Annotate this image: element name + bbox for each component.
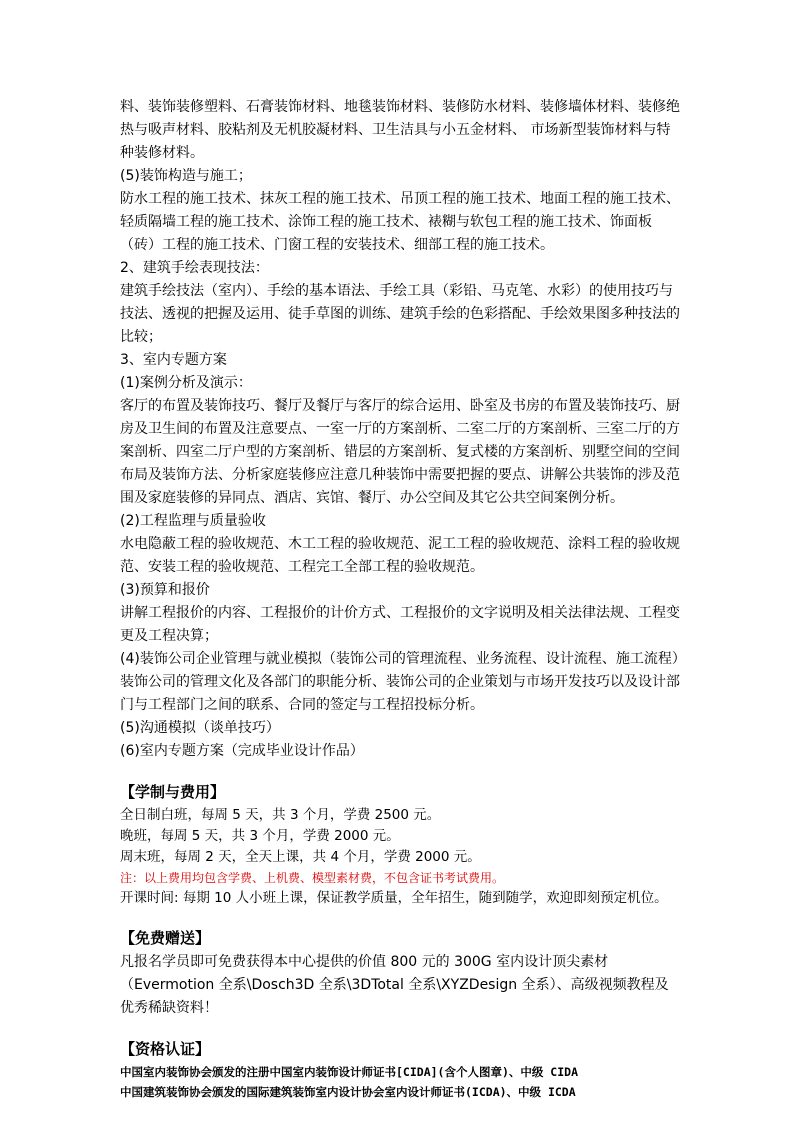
construction-techniques: 防水工程的施工技术、抹灰工程的施工技术、吊顶工程的施工技术、地面工程的施工技术、轻质隔墙工程的施工技术、涂饰工程的施工技术、裱糊与软包工程的施工技术、饰面板（砖）工程的施工技术、门窗工程的安装技术、细部工程的施工技术。 — [120, 191, 680, 253]
materials-list: 料、装饰装修塑料、石膏装饰材料、地毯装饰材料、装修防水材料、装修墙体材料、装修绝热与吸声材料、胶粘剂及无机胶凝材料、卫生洁具与小五金材料、 市场新型装饰材料与特种装修材料。 — [120, 99, 680, 161]
subsection-2-title: (2)工程监理与质量验收 — [120, 513, 266, 529]
cert-line-cida: 中国室内装饰协会颁发的注册中国室内装饰设计师证书[CIDA](含个人图章)、中级 CIDA — [120, 1065, 579, 1079]
case-analysis-text: 客厅的布置及装饰技巧、餐厅及餐厅与客厅的综合运用、卧室及书房的布置及装饰技巧、厨房及卫生间的布置及注意要点、一室一厅的方案剖析、二室二厅的方案剖析、三室二厅的方案剖析、四室二厅户型的方案剖析、错层的方案剖析、复式楼的方案剖析、别墅空间的空间布局及装饰方法、分析家庭装修应注意几种装饰中需要把握的要点、讲解公共装饰的涉及范围及家庭装修的异同点、酒店、宾馆、餐厅、办公空间及其它公共空间案例分析。 — [120, 398, 680, 506]
section-2-title: 2、建筑手绘表现技法： — [120, 260, 269, 276]
subsection-1-title: (1)案例分析及演示： — [120, 375, 252, 391]
schedule-text: 开课时间: 每期 10 人小班上课，保证教学质量，全年招生，随到随学，欢迎即刻预定机位。 — [120, 890, 668, 906]
inspection-text: 水电隐蔽工程的验收规范、木工工程的验收规范、泥工工程的验收规范、涂料工程的验收规范、安装工程的验收规范、工程完工全部工程的验收规范。 — [120, 536, 680, 575]
document-body — [120, 96, 680, 1102]
subsection-5b-title: (5)沟通模拟（谈单技巧） — [120, 720, 280, 736]
gift-text: 凡报名学员即可免费获得本中心提供的价值 800 元的 300G 室内设计顶尖素材（Evermotion 全系\Dosch3D 全系\3DTotal 全系\XYZDesign 全系）、高级视频教程及优秀稀缺资料！ — [120, 954, 669, 1016]
budget-text: 讲解工程报价的内容、工程报价的计价方式、工程报价的文字说明及相关法律法规、工程变更及工程决算； — [120, 605, 680, 644]
fee-note: 注：以上费用均包含学费、上机费、模型素材费，不包含证书考试费用。 — [120, 871, 505, 885]
cert-heading: 【资格认证】 — [120, 1040, 211, 1058]
cert-line-icda: 中国建筑装饰协会颁发的国际建筑装饰室内设计协会室内设计师证书(ICDA)、中级 ICDA — [120, 1085, 576, 1099]
subsection-3-title: (3)预算和报价 — [120, 582, 210, 598]
management-text: (4)装饰公司企业管理与就业模拟（装饰公司的管理流程、业务流程、设计流程、施工流程）装饰公司的管理文化及各部门的职能分析、装饰公司的企业策划与市场开发技巧以及设计部门与工程部门之间的联系、合同的签定与工程招投标分析。 — [120, 651, 680, 713]
fee-line-weekend: 周末班，每周 2 天，全天上课，共 4 个月，学费 2000 元。 — [120, 849, 481, 865]
fee-line-day: 全日制白班，每周 5 天，共 3 个月，学费 2500 元。 — [120, 807, 441, 823]
hand-drawing-techniques: 建筑手绘技法（室内）、手绘的基本语法、手绘工具（彩铅、马克笔、水彩）的使用技巧与技法、透视的把握及运用、徒手草图的训练、建筑手绘的色彩搭配、手绘效果图多种技法的比较； — [120, 283, 680, 345]
subsection-5-title: (5)装饰构造与施工； — [120, 168, 252, 184]
gift-heading: 【免费赠送】 — [120, 929, 211, 947]
tuition-heading: 【学制与费用】 — [120, 783, 226, 801]
subsection-6-title: (6)室内专题方案（完成毕业设计作品） — [120, 743, 364, 759]
fee-line-evening: 晚班，每周 5 天，共 3 个月，学费 2000 元。 — [120, 828, 400, 844]
section-3-title: 3、室内专题方案 — [120, 352, 227, 368]
